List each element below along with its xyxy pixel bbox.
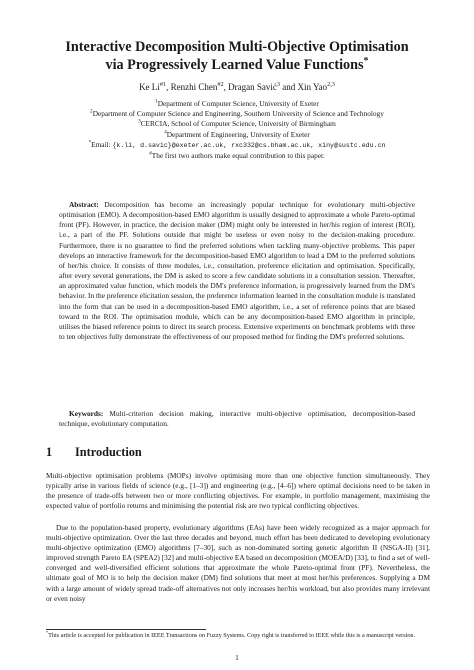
author-sup: #1 [159,81,167,88]
footnote-text: This article is accepted for publication in IEEE Transactions on Fuzzy Systems. Copy right is transferred to IEEE while this is a manuscript version. [48,632,416,639]
section-heading [46,445,142,460]
affiliation-sup: 3 [138,118,141,125]
section-title: Introduction [75,445,142,459]
title-line-1: Interactive Decomposition Multi-Objective Optimisation [65,39,409,55]
title-footnote-mark: * [363,55,369,67]
email-addresses: {k.li, d.savic}@exeter.ac.uk, rxc332@cs.bham.ac.uk, xiny@sustc.edu.cn [112,141,386,149]
intro-paragraph-1: Multi-objective optimisation problems (MOPs) involve optimising more than one objective function simultaneously. They typically arise in various fields of science (e.g., [1–3]) and engineering (e.g., [4–6]) where optimal decisions need to be taken in the presence of trade-offs between two or more conflicting objectives. For example, in portfolio management, maximising the expected value of portfolio returns and minimising the potential risk are two typical conflicting objectives. [46,471,430,511]
affiliation-line [0,109,474,119]
author-name: Ke Li [139,82,160,92]
affiliation-line [0,119,474,129]
email-label: Email: [91,139,113,149]
author-conjunction: and [280,82,298,92]
affiliation-text: Department of Engineering, University of Exeter [166,129,310,139]
author-name: Xin Yao [297,82,328,92]
affiliation-line [0,99,474,109]
author-name: Dragan Savić [228,82,277,92]
section-number: 1 [46,445,53,459]
footnote [46,629,430,640]
footnote-mark: * [46,629,49,635]
page-number: 1 [235,653,239,662]
author-list [0,82,474,92]
keywords-label: Keywords: [69,409,104,418]
affiliation-sup: 1 [155,98,158,105]
author-separator: , [166,82,171,92]
email-sup: * [88,139,92,146]
abstract [59,200,415,342]
title-line-2: via Progressively Learned Value Functions [105,57,364,73]
affiliation-text: Department of Computer Science, University of Exeter [157,99,319,108]
email-line [0,140,474,151]
abstract-text: Decomposition has become an increasingly popular technique for evolutionary multi-objective optimisation (EMO). A decomposition-based EMO algorithm is usually designed to approximate a whole Pareto-optimal front (PF). However, in practice, the decision maker (DM) might only be interested in her/his region of interest (ROI), i.e., a part of the PF. Solutions outside that might be useless or even noisy to the decision-making procedure. Furthermore, there is no guarantee to find the preferred solutions when tackling many-objective problems. This paper develops an interactive framework for the decomposition-based EMO algorithm to lead a DM to the preferred solutions of her/his choice. It consists of three modules, i.e., consultation, preference elicitation and optimisation. Specifically, after every several generations, the DM is asked to score a few candidate solutions in a consultation session. Thereafter, an approximated value function, which models the DM's preference information, is progressively learned from the DM's behavior. In the preference elicitation session, the preference information learned in the consultation module is translated into the form that can be used in a decomposition-based EMO algorithm, i.e., a set of reference points that are biased toward to the ROI. The optimisation module, which can be any decomposition-based EMO algorithm in principle, utilises the biased reference points to direct its search process. Extensive experiments on benchmark problems with three to ten objectives fully demonstrate the effectiveness of our proposed method for finding the DM's preferred solutions. [59,200,415,342]
affiliations [0,99,474,161]
author-sup: #2 [217,81,224,88]
abstract-label: Abstract: [69,200,99,209]
author-sup: 3 [276,81,281,88]
affiliation-line [0,130,474,140]
keywords-text: Multi-criterion decision making, interactive multi-objective optimisation, decomposition-based technique, evolutionary computation. [59,409,416,429]
contribution-text: The first two authors make equal contribution to this paper. [151,151,325,161]
author-name: Renzhi Chen [170,82,218,92]
contribution-sup: # [149,150,152,157]
affiliation-text: Department of Computer Science and Engineering, Southern University of Science and Technology [92,109,384,119]
affiliation-sup: 2 [90,108,93,115]
contribution-note [0,151,474,161]
affiliation-sup: 4 [164,129,167,136]
author-separator: , [223,82,229,92]
keywords [59,409,415,429]
footnote-rule [46,629,206,630]
author-sup: 2,3 [327,81,335,88]
intro-paragraph-2: Due to the population-based property, evolutionary algorithms (EAs) have been widely recognized as a major approach for multi-objective optimization. Over the last three decades and beyond, much effort has been dedicated to developing evolutionary multi-objective optimization (EMO) algorithms [7–30], such as non-dominated sorting genetic algorithm II (NSGA-II) [31], improved strength Pareto EA (SPEA2) [32] and multi-objective EA based on decomposition (MOEA/D) [33], to find a set of well-converged and well-diversified efficient solutions that approximate the whole Pareto-optimal front (PF). Nevertheless, the ultimate goal of MO is to help the decision maker (DM) find solutions that meet at most her/his preferences. Supplying a DM with a large amount of widely spread trade-off alternatives not only increases her/his workload, but also provides many irrelevant or even noisy [46,523,430,603]
paper-title [0,38,474,74]
affiliation-text: CERCIA, School of Computer Science, University of Birmingham [140,119,336,129]
